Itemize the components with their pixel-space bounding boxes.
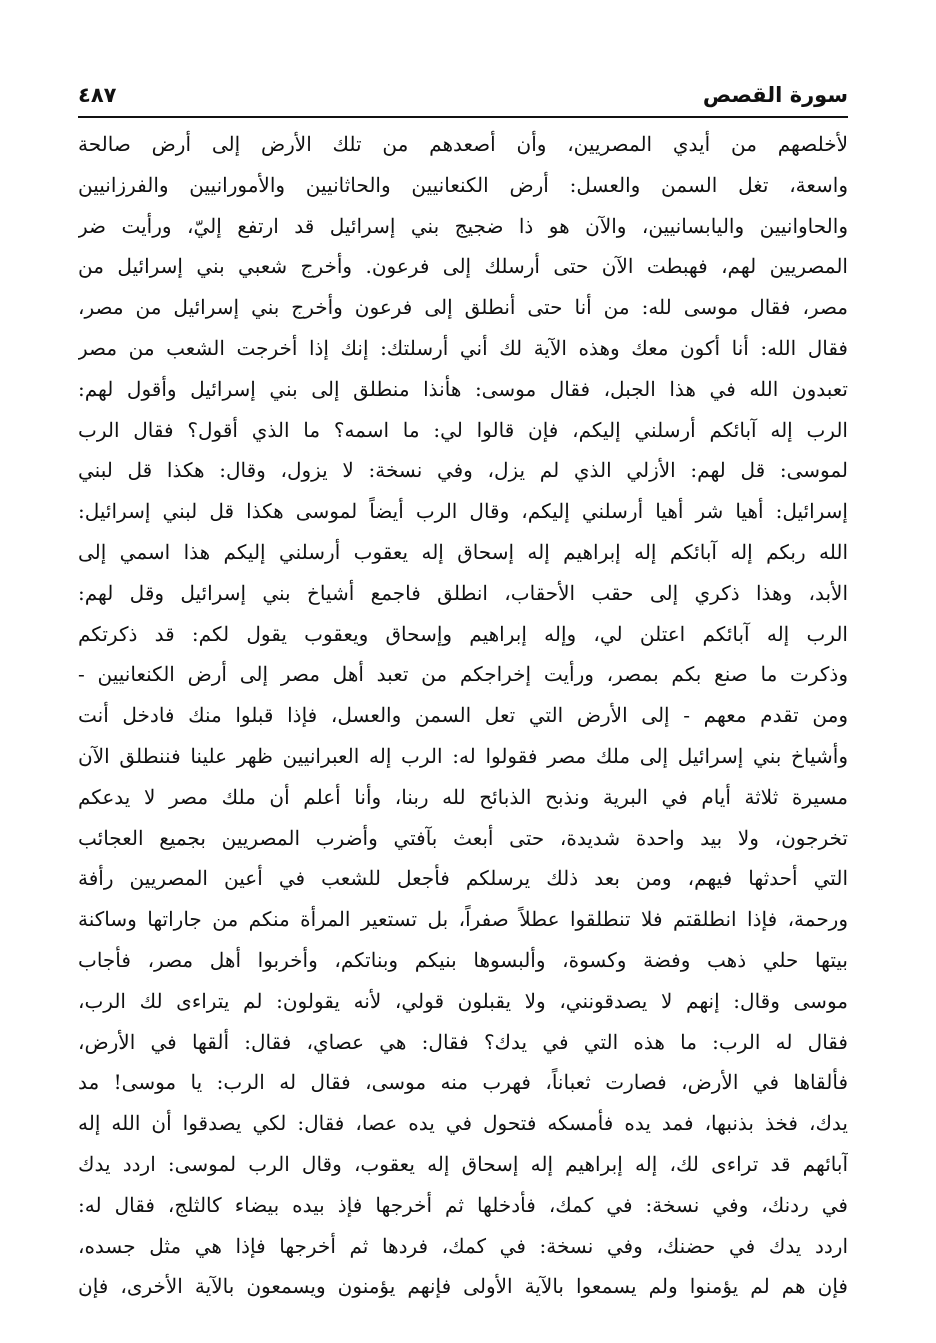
text-line: مصر، فقال موسى لله: من أنا حتى أنطلق إلى فرعون وأخرج بني إسرائيل من مصر، xyxy=(78,295,848,320)
text-line: وأشياخ بني إسرائيل إلى ملك مصر فقولوا له: الرب إله العبرانيين ظهر علينا فننطلق الآن xyxy=(78,743,848,768)
body-text xyxy=(78,124,848,1307)
text-line: تعبدون الله في هذا الجبل، فقال موسى: هأنذا منطلق إلى بني إسرائيل وأقول لهم: xyxy=(78,376,848,401)
text-line: إسرائيل: أهيا شر أهيا أرسلني إليكم، وقال الرب أيضاً لموسى هكذا قل لبني إسرائيل: xyxy=(78,499,848,524)
text-line: وذكرت ما صنع بكم بمصر، ورأيت إخراجكم من تعبد أهل مصر إلى أرض الكنعانيين - xyxy=(78,662,848,687)
text-line: فقال الله: أنا أكون معك وهذه الآية لك أني أرسلتك: إنك إذا أخرجت الشعب من مصر xyxy=(78,335,848,360)
text-line: فقال له الرب: ما هذه التي في يدك؟ فقال: هي عصاي، فقال: ألقها في الأرض، xyxy=(78,1029,848,1054)
page-number: ٤٨٧ xyxy=(78,83,117,107)
text-line: في ردنك، وفي نسخة: في كمك، فأدخلها ثم أخرجها فإذ بيده بيضاء كالثلج، فقال له: xyxy=(78,1192,848,1217)
text-line: فإن هم لم يؤمنوا ولم يسمعوا بالآية الأولى فإنهم يؤمنون ويسمعون بالآية الأخرى، فإن xyxy=(78,1274,848,1299)
header-divider xyxy=(78,116,848,118)
text-line: الله ربكم إله آبائكم إله إبراهيم إله إسحاق إله يعقوب أرسلني إليكم هذا اسمي إلى xyxy=(78,539,848,564)
text-line: لأخلصهم من أيدي المصريين، وأن أصعدهم من تلك الأرض إلى أرض صالحة xyxy=(78,132,848,156)
text-line: الأبد، وهذا ذكري إلى حقب الأحقاب، انطلق فاجمع أشياخ بني إسرائيل وقل لهم: xyxy=(78,580,848,605)
text-line: الرب إله آبائكم اعتلن لي، وإله إبراهيم وإسحاق ويعقوب يقول لكم: قد ذكرتكم xyxy=(78,621,848,646)
text-line: اردد يدك في حضنك، وفي نسخة: في كمك، فردها ثم أخرجها فإذا هي مثل جسده، xyxy=(78,1233,848,1258)
text-line: تخرجون، ولا بيد واحدة شديدة، حتى أبعث بآفتي وأضرب المصريين بجميع العجائب xyxy=(78,825,848,850)
text-line: المصريين لهم، فهبطت الآن حتى أرسلك إلى فرعون. وأخرج شعبي بني إسرائيل من xyxy=(78,254,848,279)
text-line: واسعة، تغل السمن والعسل: أرض الكنعانيين والحاثانيين والأمورانيين والفرزانيين xyxy=(78,172,848,197)
text-line: بيتها حلي ذهب وفضة وكسوة، وألبسوها بنيكم وبناتكم، وأخربوا أهل مصر، فأجاب xyxy=(78,947,848,972)
text-line: ومن تقدم معهم - إلى الأرض التي تعل السمن والعسل، فإذا قبلوا منك فادخل أنت xyxy=(78,703,848,728)
text-line: موسى وقال: إنهم لا يصدقونني، ولا يقبلون قولي، لأنه يقولون: لم يتراءى لك الرب، xyxy=(78,988,848,1013)
text-line: آبائهم قد تراءى لك، إله إبراهيم إله إسحاق إله يعقوب، وقال الرب لموسى: اردد يدك xyxy=(78,1151,848,1176)
page-header xyxy=(78,78,848,112)
text-line: الرب إله آبائكم أرسلني إليكم، فإن قالوا لي: ما اسمه؟ ما الذي أقول؟ فقال الرب xyxy=(78,417,848,442)
text-line: مسيرة ثلاثة أيام في البرية ونذبح الذبائح لله ربنا، وأنا أعلم أن ملك مصر لا يدعكم xyxy=(78,784,848,809)
text-line: لموسى: قل لهم: الأزلي الذي لم يزل، وفي نسخة: لا يزول، وقال: هكذا قل لبني xyxy=(78,458,848,483)
text-line: التي أحدثها فيهم، ومن بعد ذلك يرسلكم فأجعل للشعب في أعين المصريين رأفة xyxy=(78,866,848,891)
surah-name: سورة القصص xyxy=(702,83,848,107)
text-line: فألقاها في الأرض، فصارت ثعباناً، فهرب منه موسى، فقال له الرب: يا موسى! مد xyxy=(78,1070,848,1095)
text-line: يدك، فخذ بذنبها، فمد يده فأمسكه فتحول في يده عصا، فقال: لكي يصدقوا أن الله إله xyxy=(78,1111,848,1136)
text-line: ورحمة، فإذا انطلقتم فلا تنطلقوا عطلاً صفراً، بل تستعير المرأة منكم من جاراتها وساكنة xyxy=(78,907,848,932)
text-line: والحاوانيين واليابسانيين، والآن هو ذا ضجيج بني إسرائيل قد ارتفع إليّ، ورأيت ضر xyxy=(78,213,848,238)
